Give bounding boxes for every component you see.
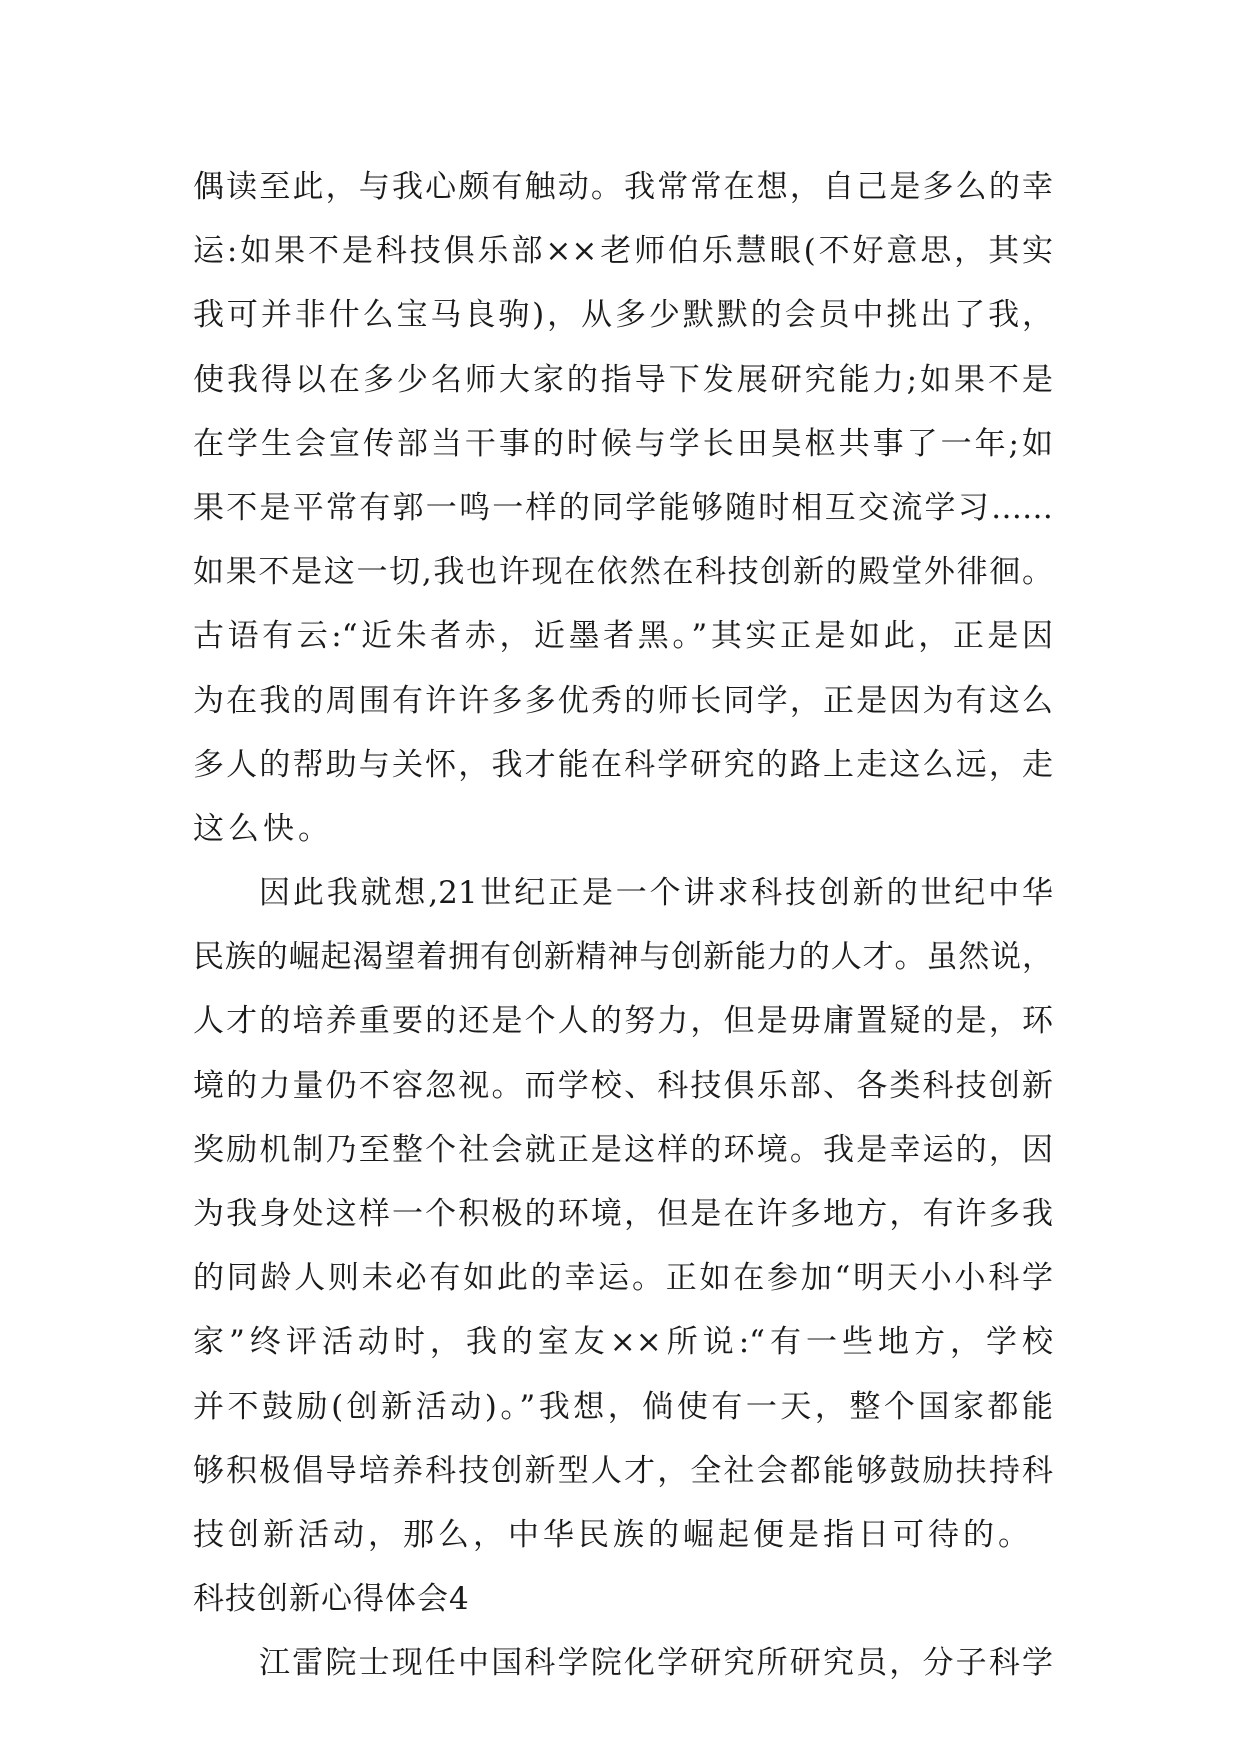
text-line: 如果不是这一切,我也许现在依然在科技创新的殿堂外徘徊。 bbox=[193, 554, 1053, 591]
text-line: 我可并非什么宝马良驹)，从多少默默的会员中挑出了我， bbox=[193, 297, 1053, 334]
text-line: 使我得以在多少名师大家的指导下发展研究能力;如果不是 bbox=[193, 361, 1053, 398]
paragraph-first-line: 江雷院士现任中国科学院化学研究所研究员，分子科学 bbox=[259, 1645, 1053, 1682]
text-line: 古语有云:“近朱者赤，近墨者黑。”其实正是如此，正是因 bbox=[193, 618, 1053, 655]
paragraph-first-line: 因此我就想,21世纪正是一个讲求科技创新的世纪中华 bbox=[259, 875, 1053, 912]
text-line: 够积极倡导培养科技创新型人才，全社会都能够鼓励扶持科 bbox=[193, 1452, 1053, 1489]
text-line: 奖励机制乃至整个社会就正是这样的环境。我是幸运的，因 bbox=[193, 1131, 1053, 1168]
text-line: 运:如果不是科技俱乐部××老师伯乐慧眼(不好意思，其实 bbox=[193, 233, 1053, 270]
text-line: 为在我的周围有许许多多优秀的师长同学，正是因为有这么 bbox=[193, 682, 1053, 719]
text-line: 民族的崛起渴望着拥有创新精神与创新能力的人才。虽然说， bbox=[193, 939, 1053, 976]
text-line: 偶读至此，与我心颇有触动。我常常在想，自己是多么的幸 bbox=[193, 169, 1053, 205]
section-heading: 科技创新心得体会4 bbox=[193, 1581, 470, 1618]
text-line: 果不是平常有郭一鸣一样的同学能够随时相互交流学习…… bbox=[193, 489, 1053, 526]
text-line: 这么快。 bbox=[193, 810, 333, 847]
text-line: 多人的帮助与关怀，我才能在科学研究的路上走这么远，走 bbox=[193, 746, 1053, 783]
text-line: 人才的培养重要的还是个人的努力，但是毋庸置疑的是，环 bbox=[193, 1003, 1053, 1040]
text-line: 为我身处这样一个积极的环境，但是在许多地方，有许多我 bbox=[193, 1196, 1053, 1232]
text-line: 的同龄人则未必有如此的幸运。正如在参加“明天小小科学 bbox=[193, 1260, 1053, 1297]
text-line: 家”终评活动时，我的室友××所说:“有一些地方，学校 bbox=[193, 1324, 1053, 1361]
body-text bbox=[193, 155, 1053, 1696]
text-line: 技创新活动，那么，中华民族的崛起便是指日可待的。 bbox=[193, 1516, 1033, 1553]
text-line: 并不鼓励(创新活动)。”我想，倘使有一天，整个国家都能 bbox=[193, 1388, 1053, 1425]
text-line: 境的力量仍不容忽视。而学校、科技俱乐部、各类科技创新 bbox=[193, 1067, 1053, 1104]
text-line: 在学生会宣传部当干事的时候与学长田昊枢共事了一年;如 bbox=[193, 425, 1053, 462]
